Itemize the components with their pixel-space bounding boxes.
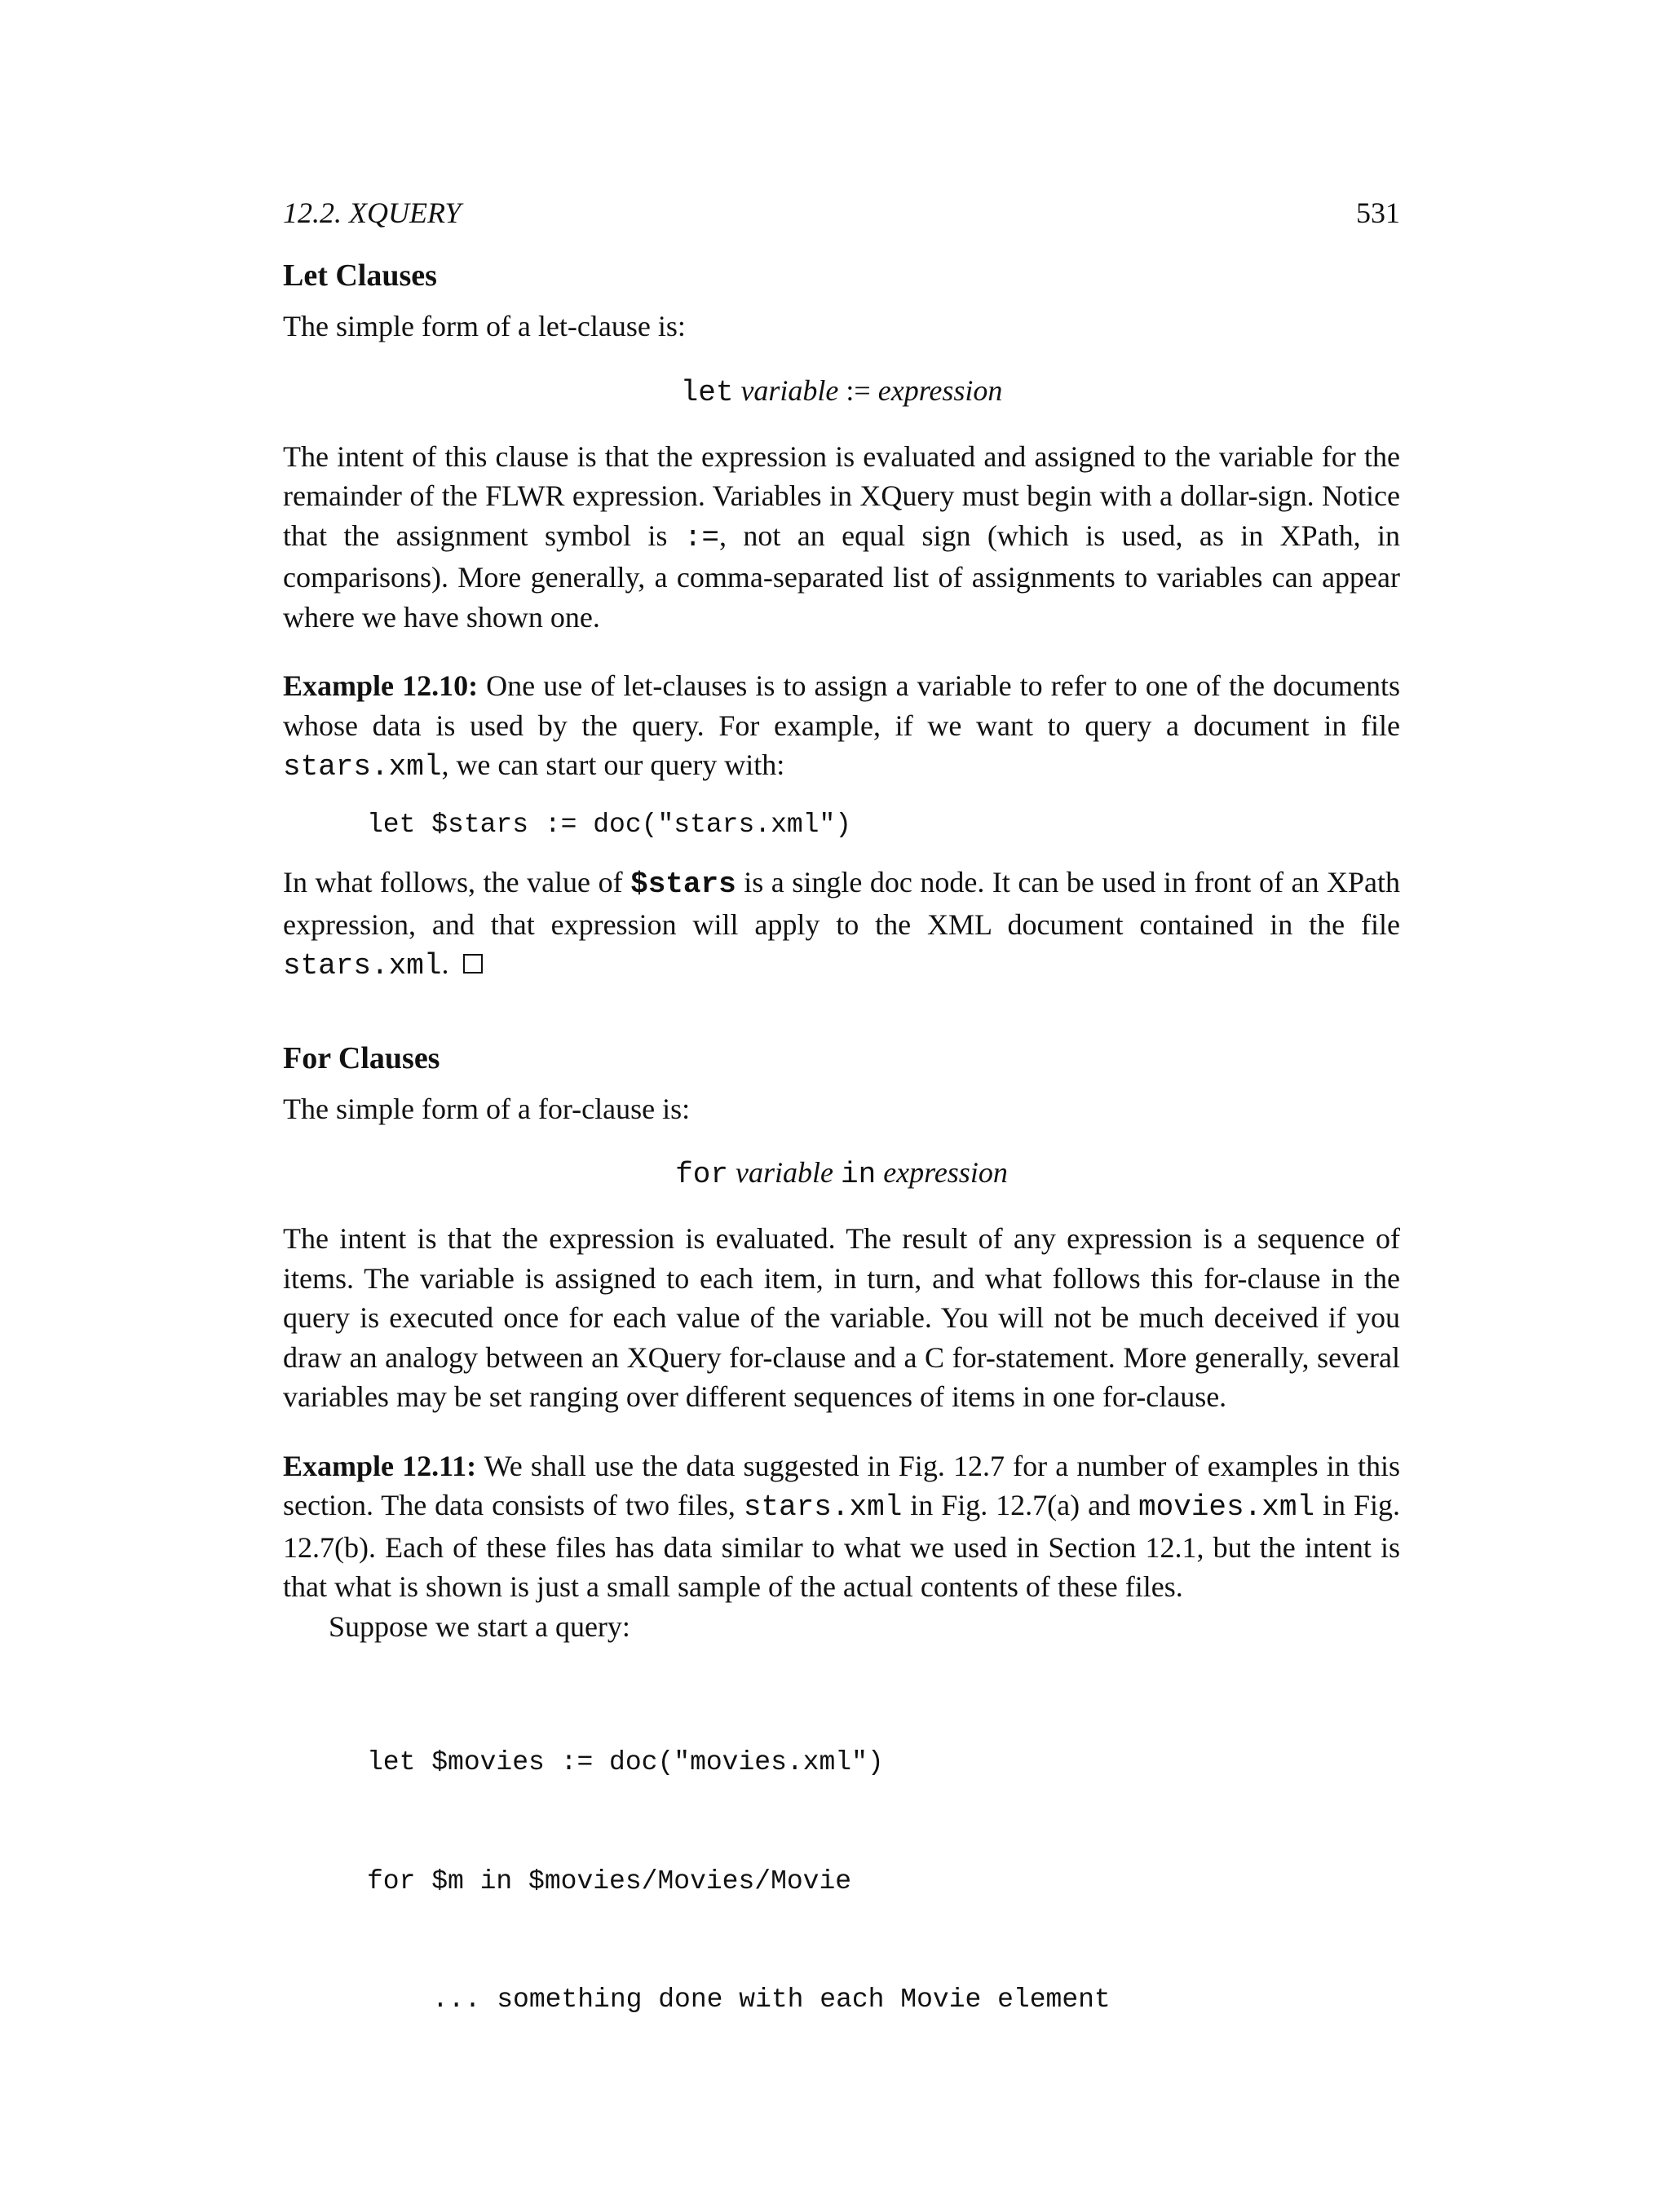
let-expression: expression <box>877 373 1003 407</box>
example-12-10-text-1: One use of let-clauses is to assign a variable to refer to one of the documents whose data is used by the query. For example, if we want to query a document in file <box>283 669 1400 742</box>
example-12-10-file: stars.xml <box>283 750 442 784</box>
example-12-11-file-1: stars.xml <box>743 1490 903 1524</box>
for-expression: expression <box>883 1156 1008 1189</box>
heading-for-clauses: For Clauses <box>283 1040 440 1075</box>
in-keyword: in <box>840 1158 877 1191</box>
example-12-10-label: Example 12.10: <box>283 669 479 702</box>
for-intro: The simple form of a for-clause is: <box>283 1092 691 1125</box>
code-line-3: ... something done with each Movie element <box>432 1985 1111 2015</box>
code-let-stars: let $stars := doc("stars.xml") <box>367 809 852 840</box>
page <box>283 196 1400 2099</box>
for-syntax <box>283 1153 1400 1194</box>
example-12-10-text-2: , we can start our query with: <box>441 748 785 781</box>
example-12-11-lead: Suppose we start a query: <box>329 1609 630 1643</box>
example-12-11-file-2: movies.xml <box>1138 1490 1315 1524</box>
let-variable: variable <box>740 373 839 407</box>
let-syntax <box>283 371 1400 413</box>
follow-text-1: In what follows, the value of <box>283 866 631 898</box>
example-12-11-text-2: in Fig. 12.7(a) and <box>902 1489 1139 1521</box>
for-variable: variable <box>735 1156 833 1189</box>
let-keyword: let <box>680 375 734 409</box>
for-keyword: for <box>675 1158 728 1191</box>
let-para-op: := <box>683 520 720 554</box>
follow-text-3: . <box>441 947 449 980</box>
example-12-11-text-1: We shall use the data suggested in Fig. 12.7 for a number of examples in this section. The data consists of two files, <box>283 1449 1400 1521</box>
page-number: 531 <box>1356 196 1400 229</box>
for-paragraph: The intent is that the expression is evaluated. The result of any expression is a sequence of items. The variable is assigned to each item, in turn, and what follows this for-clause in the query is executed once for each value of the variable. You will not be much deceived if you draw an analogy between an XQuery for-clause and a C for-statement. More generally, several variables may be set ranging over different sequences of items in one for-clause. <box>283 1222 1400 1413</box>
code-line-2: for $m in $movies/Movies/Movie <box>367 1865 852 1896</box>
example-12-10-follow <box>283 863 1400 987</box>
heading-let-clauses: Let Clauses <box>283 258 437 293</box>
follow-file: stars.xml <box>283 949 442 982</box>
example-12-10 <box>283 666 1400 788</box>
let-para-text-1: The intent of this clause is that the expression is evaluated and assigned to the variable for the remainder of the FLWR expression. Variables in XQuery must begin with a dollar-sign. Notice that the assignment symbol is <box>283 439 1400 552</box>
running-head <box>283 196 1400 245</box>
let-paragraph <box>283 437 1400 638</box>
let-intro: The simple form of a let-clause is: <box>283 310 686 342</box>
code-block-movies <box>283 1664 1400 2099</box>
example-12-11-label: Example 12.11: <box>283 1449 477 1482</box>
section-title: 12.2. XQUERY <box>283 196 462 229</box>
follow-text-2: is a single doc node. It can be used in front of an XPath expression, and that expression will apply to the XML document contained in the file <box>283 866 1400 941</box>
example-12-11 <box>283 1446 1400 1607</box>
follow-var: $stars <box>630 868 736 901</box>
let-assign-op: := <box>838 373 878 407</box>
code-line-1: let $movies := doc("movies.xml") <box>367 1747 884 1777</box>
let-para-text-2: , not an equal sign (which is used, as in XPath, in comparisons). More generally, a comma-separated list of assignments to variables can appear where we have shown one. <box>283 519 1400 634</box>
example-12-11-text-3: in Fig. 12.7(b). Each of these files has data similar to what we used in Section 12.1, but the intent is that what is shown is just a small sample of the actual contents of these files. <box>283 1489 1400 1603</box>
end-of-example-icon <box>463 954 483 974</box>
